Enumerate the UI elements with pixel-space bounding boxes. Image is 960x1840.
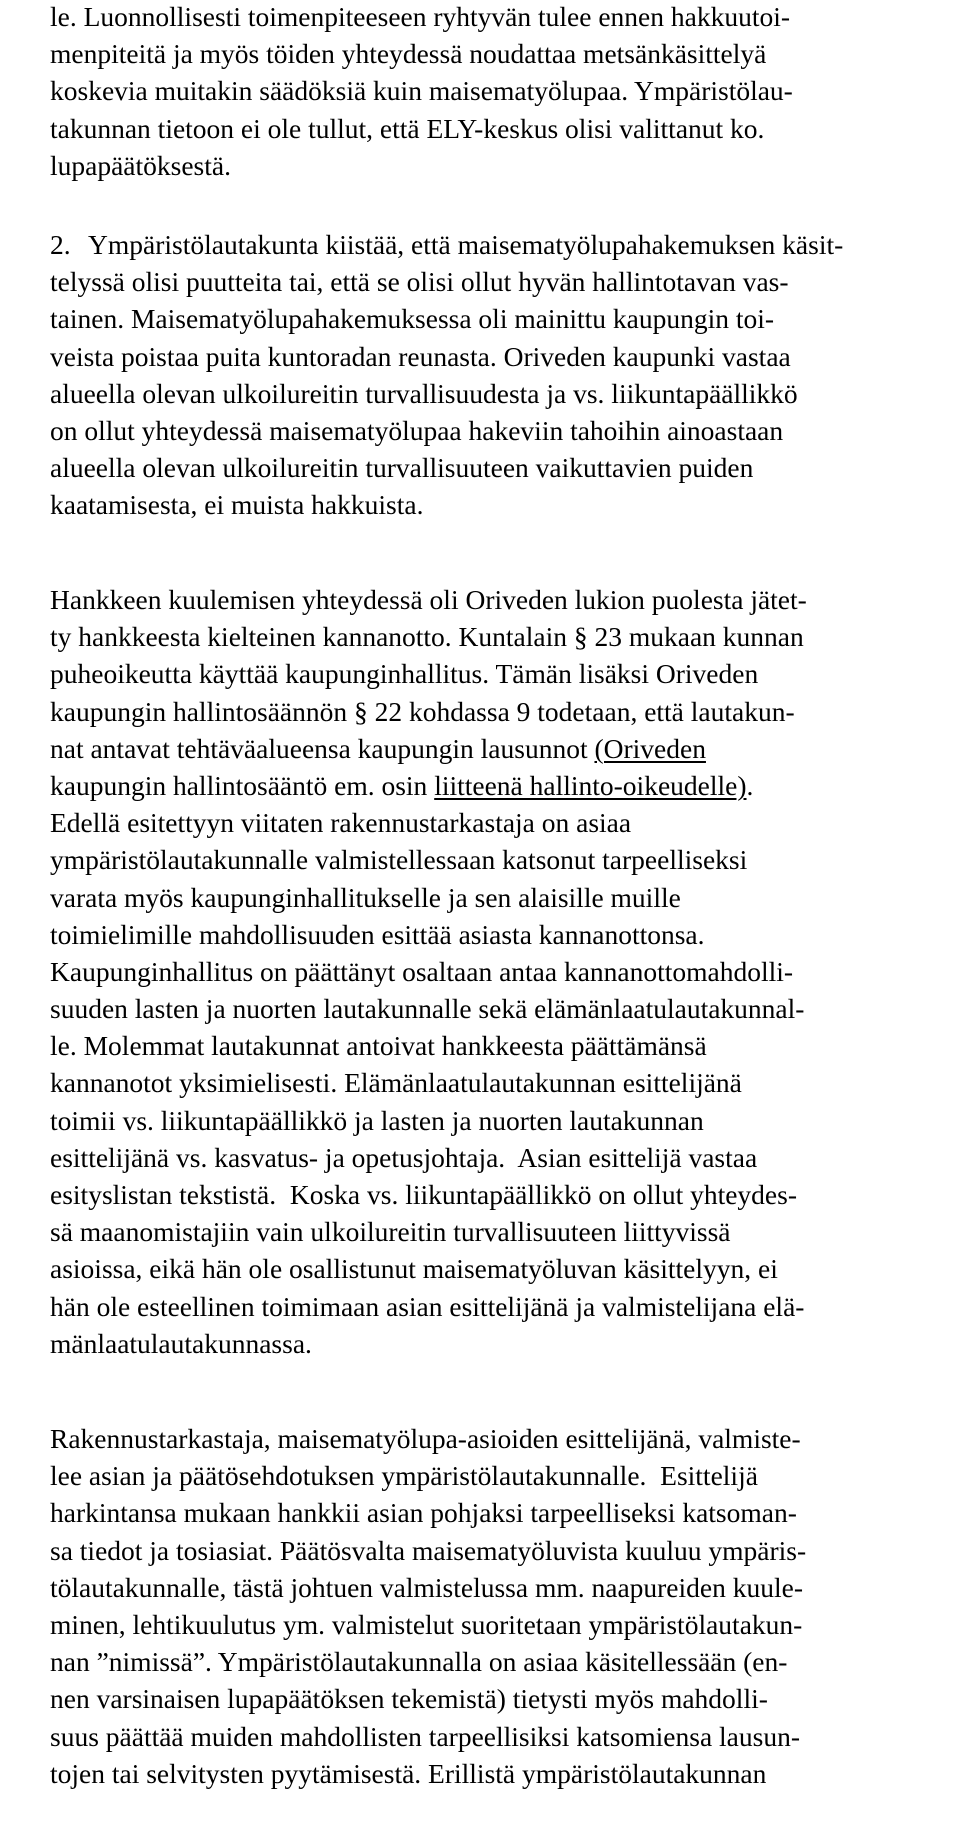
text-line: le. Luonnollisesti toimenpiteeseen ryhtyvän tulee ennen hakkuutoi- — [50, 1, 791, 32]
text-line: lupapäätöksestä. — [50, 149, 231, 181]
text-line: on ollut yhteydessä maisematyölupaa hakeviin tahoihin ainoastaan — [50, 414, 784, 446]
text-line: toimielimille mahdollisuuden esittää asiasta kannanottonsa. — [50, 918, 705, 950]
text-line: koskevia muitakin säädöksiä kuin maisematyölupaa. Ympäristölau- — [50, 75, 793, 107]
text-segment: nat antavat tehtäväalueensa kaupungin lausunnot — [50, 732, 595, 764]
text-line: Kaupunginhallitus on päättänyt osaltaan antaa kannanottomahdolli- — [50, 955, 794, 987]
text-line: puheoikeutta käyttää kaupunginhallitus. Tämän lisäksi Oriveden — [50, 658, 759, 690]
hankkeen-paragraph — [50, 581, 930, 1362]
text-line: tölautakunnalle, tästä johtuen valmistelussa mm. naapureiden kuule- — [50, 1571, 803, 1603]
text-line: le. Molemmat lautakunnat antoivat hankkeesta päättämänsä — [50, 1030, 707, 1062]
text-line: tojen tai selvitysten pyytämisestä. Erillistä ympäristölautakunnan — [50, 1757, 767, 1789]
text-line: takunnan tietoon ei ole tullut, että ELY-keskus olisi valittanut ko. — [50, 112, 765, 144]
text-line: ty hankkeesta kielteinen kannanotto. Kuntalain § 23 mukaan kunnan — [50, 621, 804, 653]
text-line — [50, 226, 930, 263]
text-line: Rakennustarkastaja, maisematyölupa-asioiden esittelijänä, valmiste- — [50, 1423, 801, 1454]
text-segment: . — [746, 769, 754, 801]
text-line: tainen. Maisematyölupahakemuksessa oli mainittu kaupungin toi- — [50, 303, 775, 335]
text-line: esittelijänä vs. kasvatus- ja opetusjohtaja. Asian esittelijä vastaa — [50, 1141, 758, 1173]
text-line: nan ”nimissä”. Ympäristölautakunnalla on asiaa käsitellessään (en- — [50, 1646, 788, 1678]
text-line: lee asian ja päätösehdotuksen ympäristölautakunnalle. Esittelijä — [50, 1460, 758, 1492]
item-2-paragraph — [50, 226, 930, 524]
text-line: menpiteitä ja myös töiden yhteydessä noudattaa metsänkäsittelyä — [50, 38, 767, 70]
text-line: ympäristölautakunnalle valmistellessaan katsonut tarpeelliseksi — [50, 844, 748, 876]
text-segment: kaupungin hallintosääntö em. osin — [50, 769, 435, 801]
text-line: minen, lehtikuulutus ym. valmistelut suoritetaan ympäristölautakun- — [50, 1608, 803, 1640]
text-line: kannanotot yksimielisesti. Elämänlaatulautakunnan esittelijänä — [50, 1067, 742, 1099]
text-line: suus päättää muiden mahdollisten tarpeellisiksi katsomiensa lausun- — [50, 1720, 800, 1752]
text-line: hän ole esteellinen toimimaan asian esittelijänä ja valmistelijana elä- — [50, 1290, 805, 1322]
intro-paragraph — [50, 0, 930, 184]
text-line: sa tiedot ja tosiasiat. Päätösvalta maisematyöluvista kuuluu ympäris- — [50, 1534, 807, 1566]
text-line: asioissa, eikä hän ole osallistunut maisematyöluvan käsittelyyn, ei — [50, 1253, 778, 1285]
text-line: kaupungin hallintosäännön § 22 kohdassa 9 todetaan, että lautakun- — [50, 695, 795, 727]
text-line: esityslistan tekstistä. Koska vs. liikuntapäällikkö on ollut yhteydes- — [50, 1179, 797, 1210]
text-line: alueella olevan ulkoilureitin turvallisuudesta ja vs. liikuntapäällikkö — [50, 377, 798, 409]
text-line: telyssä olisi puutteita tai, että se olisi ollut hyvän hallintotavan vas- — [50, 266, 789, 298]
rakennustarkastaja-paragraph — [50, 1420, 930, 1792]
text-line: nen varsinaisen lupapäätöksen tekemistä) tietysti myös mahdolli- — [50, 1683, 768, 1715]
text-line: suuden lasten ja nuorten lautakunnalle sekä elämänlaatulautakunnal- — [50, 993, 805, 1025]
text-line: sä maanomistajiin vain ulkoilureitin turvallisuuteen liittyvissä — [50, 1216, 731, 1248]
underlined-attachment-reference: liitteenä hallinto-oikeudelle) — [434, 769, 747, 801]
text-line: Hankkeen kuulemisen yhteydessä oli Oriveden lukion puolesta jätet- — [50, 584, 807, 615]
text-line — [50, 730, 930, 767]
text-line: veista poistaa puita kuntoradan reunasta. Oriveden kaupunki vastaa — [50, 340, 791, 372]
text-line: toimii vs. liikuntapäällikkö ja lasten ja nuorten lautakunnan — [50, 1104, 704, 1136]
text-line: alueella olevan ulkoilureitin turvallisuuteen vaikuttavien puiden — [50, 452, 754, 484]
text-line: Edellä esitettyyn viitaten rakennustarkastaja on asiaa — [50, 807, 632, 839]
text-line: harkintansa mukaan hankkii asian pohjaksi tarpeelliseksi katsoman- — [50, 1497, 797, 1529]
item-text: Ympäristölautakunta kiistää, että maisematyölupahakemuksen käsit- — [88, 229, 844, 260]
item-number: 2. — [50, 229, 71, 260]
text-line: kaatamisesta, ei muista hakkuista. — [50, 489, 424, 521]
text-line — [50, 767, 930, 804]
underlined-reference: (Oriveden — [594, 732, 706, 764]
text-line: varata myös kaupunginhallitukselle ja sen alaisille muille — [50, 881, 681, 913]
text-line: mänlaatulautakunnassa. — [50, 1327, 312, 1359]
